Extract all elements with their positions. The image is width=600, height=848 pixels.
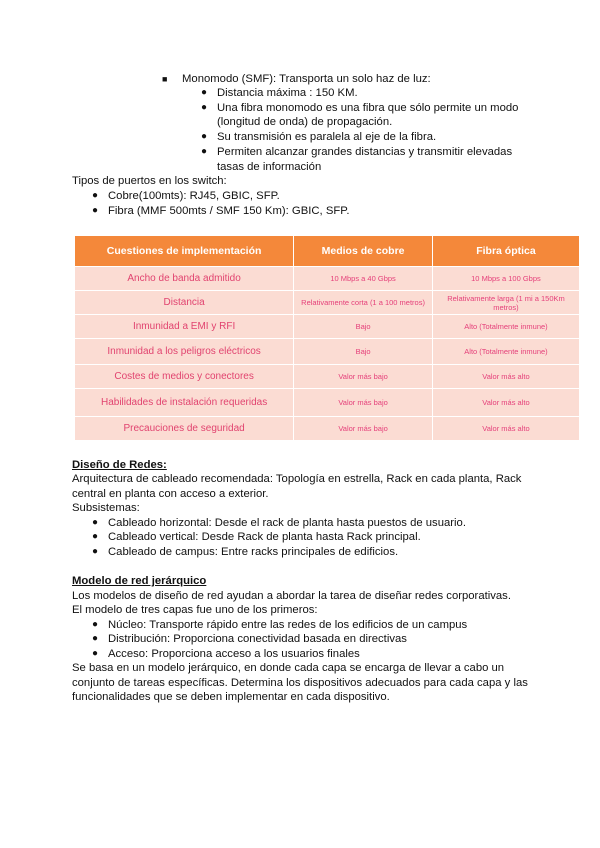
smf-point: Su transmisión es paralela al eje de la fibra. <box>217 131 437 143</box>
bullet-icon: ● <box>92 517 99 528</box>
row-label: Inmunidad a EMI y RFI <box>75 315 294 339</box>
hierarchy-paragraph: Se basa en un modelo jerárquico, en donde cada capa se encarga de llevar a cabo un <box>72 662 505 674</box>
bullet-icon: ● <box>201 87 208 98</box>
hierarchy-paragraph: conjunto de tareas específicas. Determina los dispositivos adecuados para cada capa y las <box>72 677 528 689</box>
copper-value: Valor más bajo <box>294 365 433 389</box>
copper-value: 10 Mbps a 40 Gbps <box>294 267 433 291</box>
copper-value: Bajo <box>294 315 433 339</box>
fiber-value: Valor más alto <box>432 389 579 417</box>
port-item: Cobre(100mts): RJ45, GBIC, SFP. <box>108 190 280 202</box>
table-header-row <box>75 236 580 267</box>
copper-value: Valor más bajo <box>294 389 433 417</box>
copper-value: Relativamente corta (1 a 100 metros) <box>294 291 433 315</box>
row-label: Distancia <box>75 291 294 315</box>
table-row <box>75 267 580 291</box>
bullet-icon: ● <box>201 102 208 113</box>
subsystem-item: Cableado vertical: Desde Rack de planta hasta Rack principal. <box>108 531 421 543</box>
table-row <box>75 315 580 339</box>
smf-point: Permiten alcanzar grandes distancias y transmitir elevadas <box>217 146 513 158</box>
hierarchy-text: El modelo de tres capas fue uno de los primeros: <box>72 604 318 616</box>
hierarchy-text: Los modelos de diseño de red ayudan a abordar la tarea de diseñar redes corporativas. <box>72 590 511 602</box>
port-item: Fibra (MMF 500mts / SMF 150 Km): GBIC, SFP. <box>108 205 350 217</box>
design-heading: Diseño de Redes: <box>72 459 167 471</box>
table-row <box>75 291 580 315</box>
fiber-value: Relativamente larga (1 mi a 150Km metros) <box>432 291 579 315</box>
bullet-icon: ● <box>92 190 99 201</box>
bullet-icon: ● <box>201 131 208 142</box>
bullet-icon: ● <box>92 619 99 630</box>
header-copper: Medios de cobre <box>294 236 433 267</box>
smf-point-cont: tasas de información <box>217 161 322 173</box>
fiber-value: Valor más alto <box>432 365 579 389</box>
row-label: Inmunidad a los peligros eléctricos <box>75 339 294 365</box>
fiber-value: 10 Mbps a 100 Gbps <box>432 267 579 291</box>
fiber-value: Valor más alto <box>432 417 579 441</box>
bullet-icon: ● <box>92 633 99 644</box>
row-label: Ancho de banda admitido <box>75 267 294 291</box>
table-row <box>75 389 580 417</box>
bullet-icon: ● <box>92 648 99 659</box>
layer-item: Núcleo: Transporte rápido entre las redes de los edificios de un campus <box>108 619 468 631</box>
smf-point-cont: (longitud de onda) de propagación. <box>217 116 393 128</box>
table-row <box>75 417 580 441</box>
bullet-icon: ● <box>201 146 208 157</box>
design-text: central en planta con acceso a exterior. <box>72 488 269 500</box>
header-fiber: Fibra óptica <box>432 236 579 267</box>
copper-value: Valor más bajo <box>294 417 433 441</box>
hierarchy-paragraph: funcionalidades que se deben implementar en cada dispositivo. <box>72 691 390 703</box>
subsystems-title: Subsistemas: <box>72 502 140 514</box>
ports-title: Tipos de puertos en los switch: <box>72 175 227 187</box>
layer-item: Distribución: Proporciona conectividad basada en directivas <box>108 633 407 645</box>
hierarchy-heading: Modelo de red jerárquico <box>72 575 207 587</box>
bullet-icon: ● <box>92 546 99 557</box>
design-text: Arquitectura de cableado recomendada: Topología en estrella, Rack en cada planta, Rack <box>72 473 522 485</box>
bullet-icon: ● <box>92 531 99 542</box>
fiber-value: Alto (Totalmente inmune) <box>432 339 579 365</box>
smf-point: Distancia máxima : 150 KM. <box>217 87 358 99</box>
subsystem-item: Cableado de campus: Entre racks principales de edificios. <box>108 546 399 558</box>
smf-point: Una fibra monomodo es una fibra que sólo permite un modo <box>217 102 519 114</box>
table-row <box>75 339 580 365</box>
copper-value: Bajo <box>294 339 433 365</box>
square-bullet-icon: ■ <box>162 74 168 84</box>
row-label: Costes de medios y conectores <box>75 365 294 389</box>
table-row <box>75 365 580 389</box>
header-issues: Cuestiones de implementación <box>75 236 294 267</box>
smf-heading: Monomodo (SMF): Transporta un solo haz de luz: <box>182 73 431 85</box>
layer-item: Acceso: Proporciona acceso a los usuarios finales <box>108 648 360 660</box>
bullet-icon: ● <box>92 205 99 216</box>
comparison-table <box>74 235 580 441</box>
fiber-value: Alto (Totalmente inmune) <box>432 315 579 339</box>
subsystem-item: Cableado horizontal: Desde el rack de planta hasta puestos de usuario. <box>108 517 466 529</box>
row-label: Precauciones de seguridad <box>75 417 294 441</box>
row-label: Habilidades de instalación requeridas <box>75 389 294 417</box>
